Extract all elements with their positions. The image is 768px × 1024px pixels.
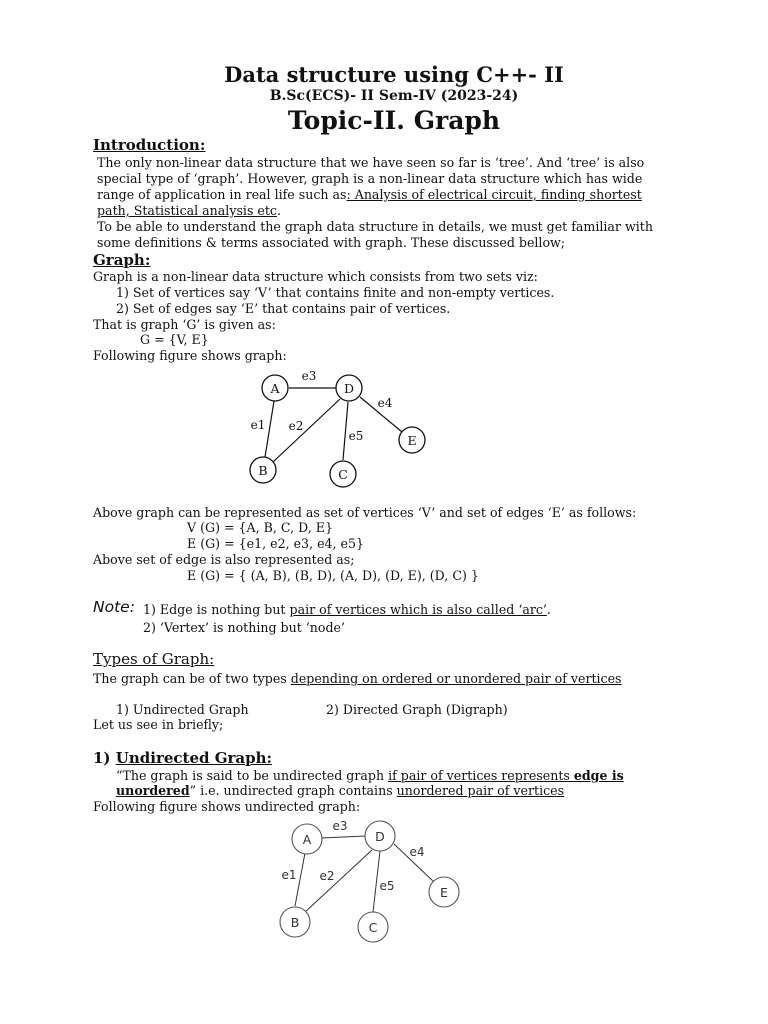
introduction-heading: Introduction: [93,136,206,154]
node-e-label: E [407,433,417,448]
figure-intro: Following figure shows graph: [93,348,287,363]
node-a-label: A [270,381,280,396]
edge-e5-label-2: e5 [379,879,395,893]
type-undirected: 1) Undirected Graph [116,702,249,717]
graph-item-1: 1) Set of vertices say ‘V’ that contains finite and non-empty vertices. [116,285,555,300]
note-label: Note: [93,598,135,616]
undirected-line-1: “The graph is said to be undirected graph if pair of vertices represents edge is [116,768,624,783]
graph-heading: Graph: [93,251,151,269]
graph-definition: Graph is a non-linear data structure which consists from two sets viz: [93,269,538,284]
intro-line-5: To be able to understand the graph data structure in details, we must get familiar with [97,219,653,234]
type-directed: 2) Directed Graph (Digraph) [326,702,508,717]
edge-e3-label-2: e3 [332,819,348,833]
types-heading: Types of Graph: [93,650,215,668]
undirected-figure-intro: Following figure shows undirected graph: [93,799,361,814]
document-title: Data structure using C++- II [224,62,564,87]
intro-line-4: path, Statistical analysis etc. [97,203,281,218]
node-b-label-2: B [290,915,300,930]
graph-given: That is graph ‘G’ is given as: [93,317,276,332]
undirected-graph-figure [270,812,470,947]
node-a-label-2: A [302,832,312,847]
note-line-2: 2) ‘Vertex’ is nothing but ‘node’ [143,620,345,635]
intro-line-1: The only non-linear data structure that we have seen so far is ‘tree’. And ‘tree’ is also [97,155,645,170]
document-subtitle: B.Sc(ECS)- II Sem-IV (2023-24) [269,88,519,104]
edge-e2-label-2: e2 [319,869,335,883]
intro-line-2: special type of ‘graph’. However, graph is a non-linear data structure which has wide [97,171,643,186]
intro-line-3: range of application in real life such as: Analysis of electrical circuit, finding shortest [97,187,642,202]
graph-item-2: 2) Set of edges say ‘E’ that contains pair of vertices. [116,301,451,316]
intro-line-6: some definitions & terms associated with graph. These discussed bellow; [97,235,566,250]
edge-e3-undirected [322,836,365,838]
node-c-label-2: C [368,920,378,935]
graph-figure [240,362,440,492]
edge-e4-label: e4 [377,396,393,410]
undirected-heading: 1) Undirected Graph: [93,749,273,767]
edge-e2-label: e2 [288,419,304,433]
edge-set: E (G) = {e1, e2, e3, e4, e5} [187,536,365,551]
edge-e5 [343,402,348,460]
node-d-label-2: D [375,829,385,844]
edge-set-also: Above set of edge is also represented as; [93,552,355,567]
edge-e4-label-2: e4 [409,845,425,859]
edge-e3-label: e3 [301,369,317,383]
note-line-1: 1) Edge is nothing but pair of vertices which is also called ‘arc’. [143,602,551,617]
node-e-label-2: E [440,885,448,900]
node-d-label: D [343,381,355,396]
topic-heading: Topic-II. Graph [287,106,501,135]
representation-line: Above graph can be represented as set of vertices ‘V’ and set of edges ‘E’ as follows: [93,505,637,520]
edge-e1 [265,401,274,457]
edge-e1-label: e1 [250,418,266,432]
node-b-label: B [258,463,268,478]
graph-formula: G = {V, E} [140,332,209,347]
edge-e2-undirected [304,850,372,913]
edge-pair-set: E (G) = { (A, B), (B, D), (A, D), (D, E), (D, C) } [187,568,479,583]
edge-e1-label-2: e1 [281,868,297,882]
undirected-line-2: unordered” i.e. undirected graph contains unordered pair of vertices [116,783,565,798]
vertex-set: V (G) = {A, B, C, D, E} [187,520,333,535]
node-c-label: C [338,467,348,482]
edge-e5-label: e5 [348,429,364,443]
types-brief: Let us see in briefly; [93,717,224,732]
edge-e2 [273,399,340,462]
types-line: The graph can be of two types depending on ordered or unordered pair of vertices [93,671,622,686]
